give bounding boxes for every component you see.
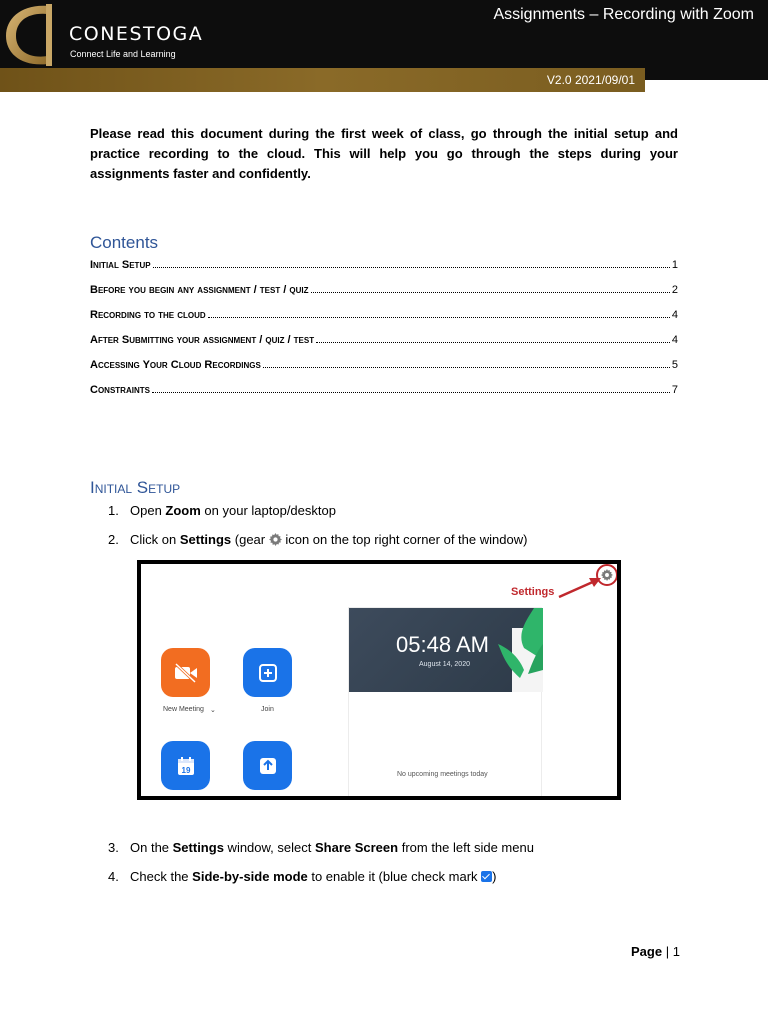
step-bold-text: Share Screen: [314, 840, 399, 855]
step-number: 3.: [108, 840, 119, 855]
toc-leader-dots: [263, 367, 670, 368]
toc-entry[interactable]: [90, 384, 678, 409]
checkbox-checked-icon: [481, 871, 492, 882]
step-bold-text: Settings: [172, 840, 224, 855]
step-text: Check the: [130, 869, 193, 884]
step-text: on your laptop/desktop: [200, 503, 336, 518]
plant-icon: [494, 608, 543, 692]
video-off-icon: [173, 663, 199, 683]
toc-entry[interactable]: [90, 334, 678, 359]
toc-entry[interactable]: [90, 359, 678, 384]
toc-leader-dots: [316, 342, 670, 343]
step-text: icon on the top right corner of the window): [281, 532, 528, 547]
step-number: 4.: [108, 869, 119, 884]
document-title: Assignments – Recording with Zoom: [493, 6, 754, 23]
gear-icon: [269, 533, 282, 546]
toc-entry-page: 5: [671, 359, 678, 371]
gear-icon: [601, 569, 613, 581]
toc-entry[interactable]: [90, 284, 678, 309]
clock-date: August 14, 2020: [419, 661, 470, 668]
step-bold-text: Zoom: [165, 503, 201, 518]
step-item: [108, 868, 497, 886]
no-meetings-text: No upcoming meetings today: [397, 771, 488, 778]
toc-entry-title[interactable]: Initial Setup: [90, 259, 151, 271]
brand-name: CONESTOGA: [69, 23, 204, 45]
brand-tagline: Connect Life and Learning: [70, 49, 176, 59]
toc-leader-dots: [208, 317, 670, 318]
zoom-window-screenshot: [137, 560, 621, 800]
version-bar: [0, 68, 645, 92]
page-number-value: 1: [672, 944, 680, 959]
step-text: from the left side menu: [398, 840, 534, 855]
join-label: Join: [261, 706, 274, 713]
step-text: (gear: [231, 532, 269, 547]
page-number: [631, 944, 680, 959]
page-separator: |: [665, 944, 670, 959]
new-meeting-button[interactable]: [161, 648, 210, 697]
settings-gear-button[interactable]: [596, 564, 618, 586]
toc-entry-title[interactable]: After Submitting your assignment / quiz / test: [90, 334, 315, 346]
upcoming-meetings-card: [348, 607, 542, 800]
plus-icon: [258, 663, 278, 683]
chevron-down-icon: ⌄: [210, 707, 216, 714]
toc-leader-dots: [152, 392, 670, 393]
table-of-contents: [90, 259, 678, 409]
toc-entry-title[interactable]: Recording to the cloud: [90, 309, 206, 321]
step-text: Click on: [130, 532, 180, 547]
step-text: On the: [130, 840, 173, 855]
step-text: window, select: [223, 840, 315, 855]
toc-leader-dots: [311, 292, 670, 293]
toc-entry-title[interactable]: Before you begin any assignment / test / quiz: [90, 284, 309, 296]
clock-banner: [349, 608, 543, 692]
version-label: V2.0 2021/09/01: [546, 73, 635, 87]
step-number: 1.: [108, 503, 119, 518]
calendar-day-number: 19: [181, 765, 190, 775]
schedule-button[interactable]: [161, 741, 210, 790]
new-meeting-label: New Meeting: [163, 706, 204, 713]
settings-callout-label: Settings: [511, 586, 555, 598]
toc-entry[interactable]: [90, 309, 678, 334]
step-text: Open: [130, 503, 166, 518]
toc-entry-page: 7: [671, 384, 678, 396]
share-up-icon: [258, 756, 278, 776]
contents-heading: Contents: [90, 233, 159, 252]
toc-entry-page: 4: [671, 309, 678, 321]
section-heading: Initial Setup: [90, 478, 181, 497]
toc-leader-dots: [153, 267, 670, 268]
toc-entry-title[interactable]: Constraints: [90, 384, 150, 396]
toc-entry-page: 4: [671, 334, 678, 346]
share-screen-button[interactable]: [243, 741, 292, 790]
step-bold-text: Side-by-side mode: [192, 869, 308, 884]
step-number: 2.: [108, 532, 119, 547]
intro-paragraph: Please read this document during the first week of class, go through the initial setup and practice recording to the cloud. This will help you go through the steps during your assignments faster and confidently.: [90, 126, 678, 181]
toc-entry-page: 2: [671, 284, 678, 296]
step-text: ): [492, 869, 497, 884]
step-item: [108, 502, 336, 520]
step-text: to enable it (blue check mark: [307, 869, 482, 884]
step-bold-text: Settings: [179, 532, 232, 547]
page-label: Page: [631, 944, 663, 959]
toc-entry-title[interactable]: Accessing Your Cloud Recordings: [90, 359, 261, 371]
conestoga-logo-icon: [2, 2, 54, 68]
calendar-icon: [176, 755, 196, 777]
step-item: [108, 531, 527, 549]
toc-entry-page: 1: [671, 259, 678, 271]
clock-time: 05:48 AM: [396, 632, 489, 657]
toc-entry[interactable]: [90, 259, 678, 284]
step-item: [108, 839, 534, 857]
join-button[interactable]: [243, 648, 292, 697]
